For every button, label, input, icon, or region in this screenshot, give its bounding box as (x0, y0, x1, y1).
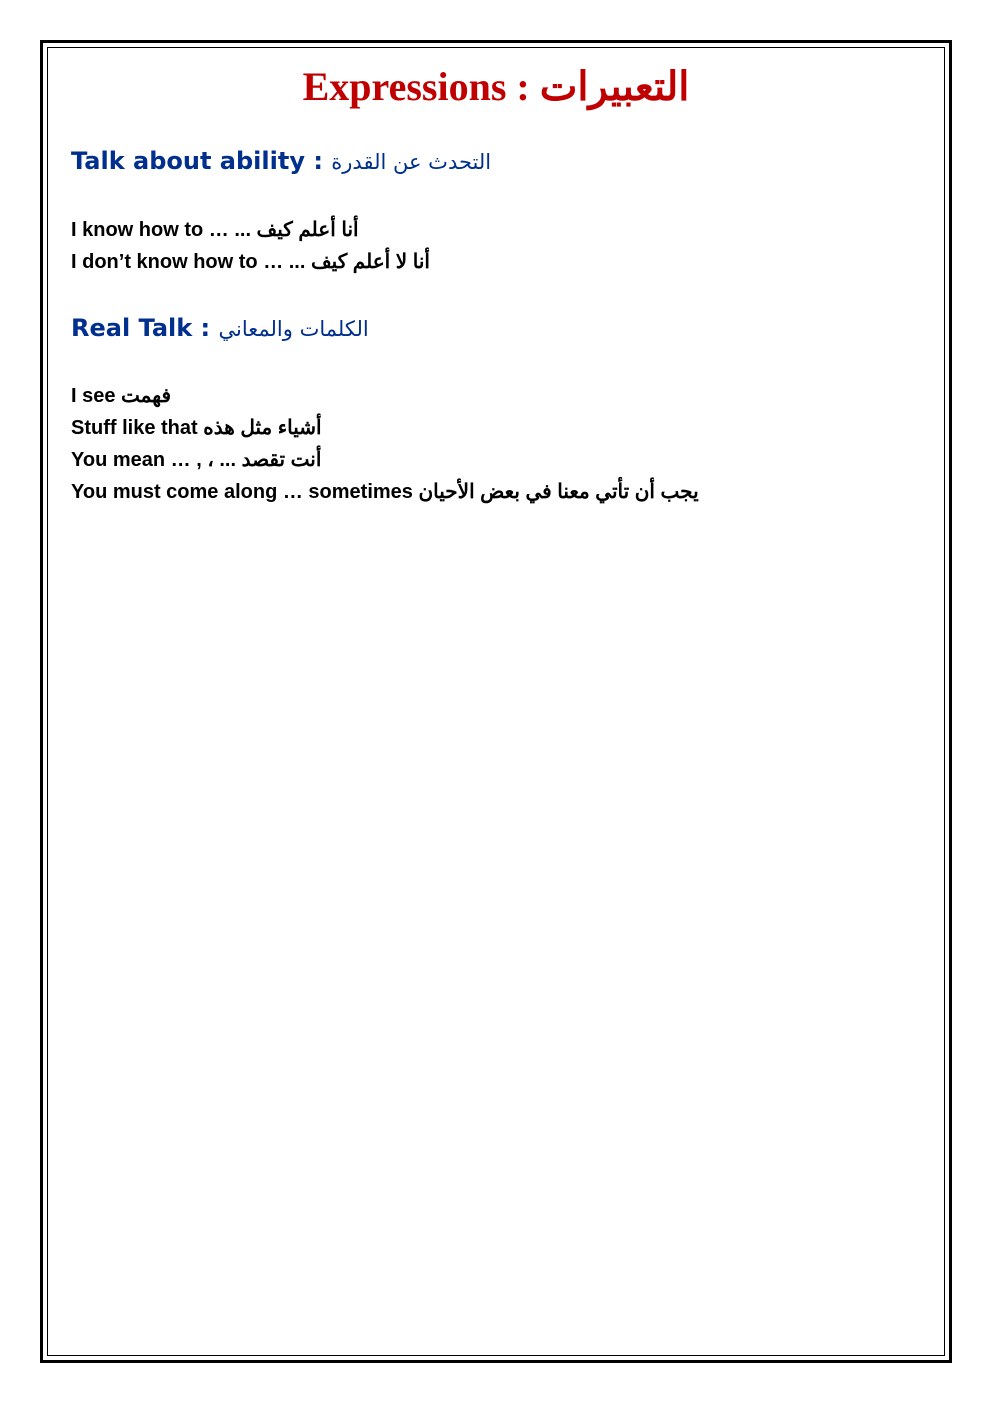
expression-en: I see (71, 385, 122, 407)
section-heading-en: Talk about ability : (71, 147, 332, 175)
expression-en: You must come along … sometimes (71, 481, 419, 503)
expression-ar: أنا لا أعلم كيف ... (288, 251, 430, 273)
list-item (71, 214, 430, 246)
page-title: Expressions : التعبيرات (302, 64, 690, 109)
expression-en: You mean … , (71, 449, 208, 471)
real-talk-expressions-list (71, 380, 699, 508)
section-heading-ar: الكلمات والمعاني (218, 317, 369, 341)
expression-en: I don’t know how to … (71, 251, 289, 273)
section-heading-ar: التحدث عن القدرة (331, 150, 492, 174)
section-heading-real-talk (71, 312, 369, 345)
expression-ar: أنا أعلم كيف ... (234, 219, 359, 241)
list-item (71, 476, 699, 508)
expression-en: I know how to … (71, 219, 235, 241)
expression-ar: أنت تقصد ... ، (207, 449, 322, 471)
expression-ar: يجب أن تأتي معنا في بعض الأحيان (418, 481, 699, 503)
list-item (71, 380, 699, 412)
ability-expressions-list (71, 214, 430, 278)
section-heading-ability (71, 145, 491, 178)
expression-ar: فهمت (121, 385, 172, 407)
list-item (71, 444, 699, 476)
list-item (71, 412, 699, 444)
list-item (71, 246, 430, 278)
expression-ar: أشياء مثل هذه (203, 417, 322, 439)
section-heading-en: Real Talk : (71, 314, 219, 342)
expression-en: Stuff like that (71, 417, 204, 439)
